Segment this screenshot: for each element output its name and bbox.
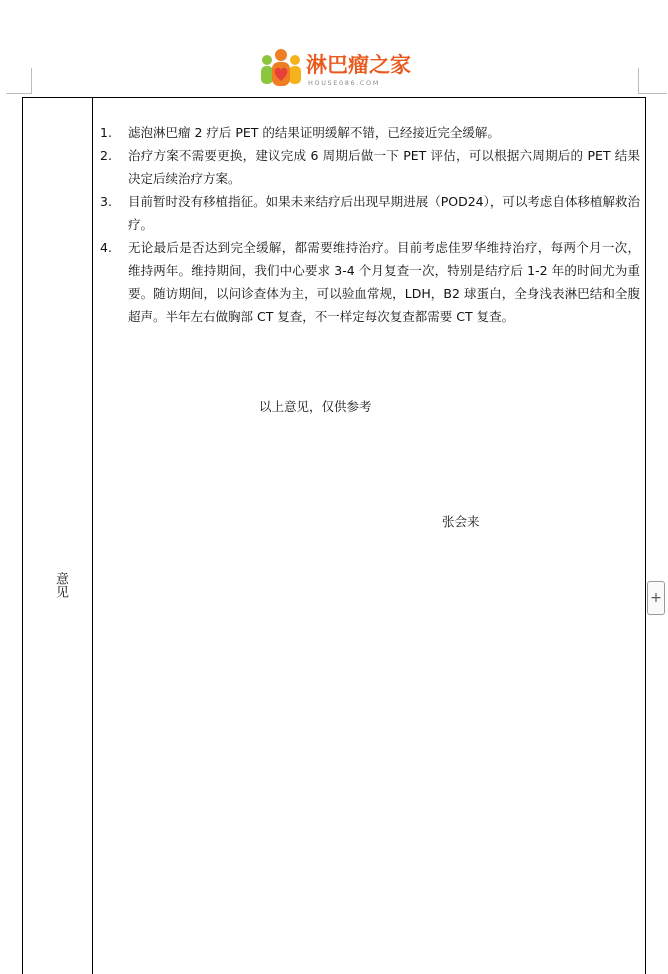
- list-item-number: 3.: [100, 194, 112, 209]
- list-item-text: 无论最后是否达到完全缓解，都需要维持治疗。目前考虑佳罗华维持治疗，每两个月一次，维持两年。维持期间，我们中心要求 3-4 个月复查一次，特别是结疗后 1-2 年的时间尤为重要。随访期间，以问诊查体为主，可以验血常规，LDH，B2 球蛋白，全身浅表淋巴结和全腹超声。半年左右做胸部 CT 复查，不一样定每次复查都需要 CT 复查。: [128, 240, 640, 324]
- list-item-number: 4.: [100, 240, 112, 255]
- row-label: 意见: [53, 572, 68, 598]
- logo-subtitle: HOUSE086.COM: [308, 79, 380, 87]
- list-item-number: 2.: [100, 148, 112, 163]
- table-column-divider: [92, 97, 93, 974]
- family-people-icon: [258, 48, 304, 92]
- site-logo: [258, 48, 418, 92]
- list-item-text: 滤泡淋巴瘤 2 疗后 PET 的结果证明缓解不错，已经接近完全缓解。: [128, 125, 500, 140]
- list-item-number: 1.: [100, 125, 112, 140]
- list-item-text: 目前暂时没有移植指征。如果未来结疗后出现早期进展（POD24），可以考虑自体移植解救治疗。: [128, 194, 640, 232]
- crop-mark-right: [638, 68, 667, 94]
- expand-plus-button[interactable]: +: [647, 581, 665, 615]
- list-item: [100, 144, 640, 190]
- signature: 张会来: [442, 514, 480, 529]
- crop-mark-left: [6, 68, 32, 94]
- opinion-list: [100, 121, 640, 328]
- list-item: [100, 190, 640, 236]
- list-item-text: 治疗方案不需要更换，建议完成 6 周期后做一下 PET 评估，可以根据六周期后的 PET 结果决定后续治疗方案。: [128, 148, 640, 186]
- logo-title: 淋巴瘤之家: [306, 53, 411, 77]
- list-item: [100, 121, 640, 144]
- closing-remark: 以上意见，仅供参考: [259, 399, 372, 414]
- list-item: [100, 236, 640, 328]
